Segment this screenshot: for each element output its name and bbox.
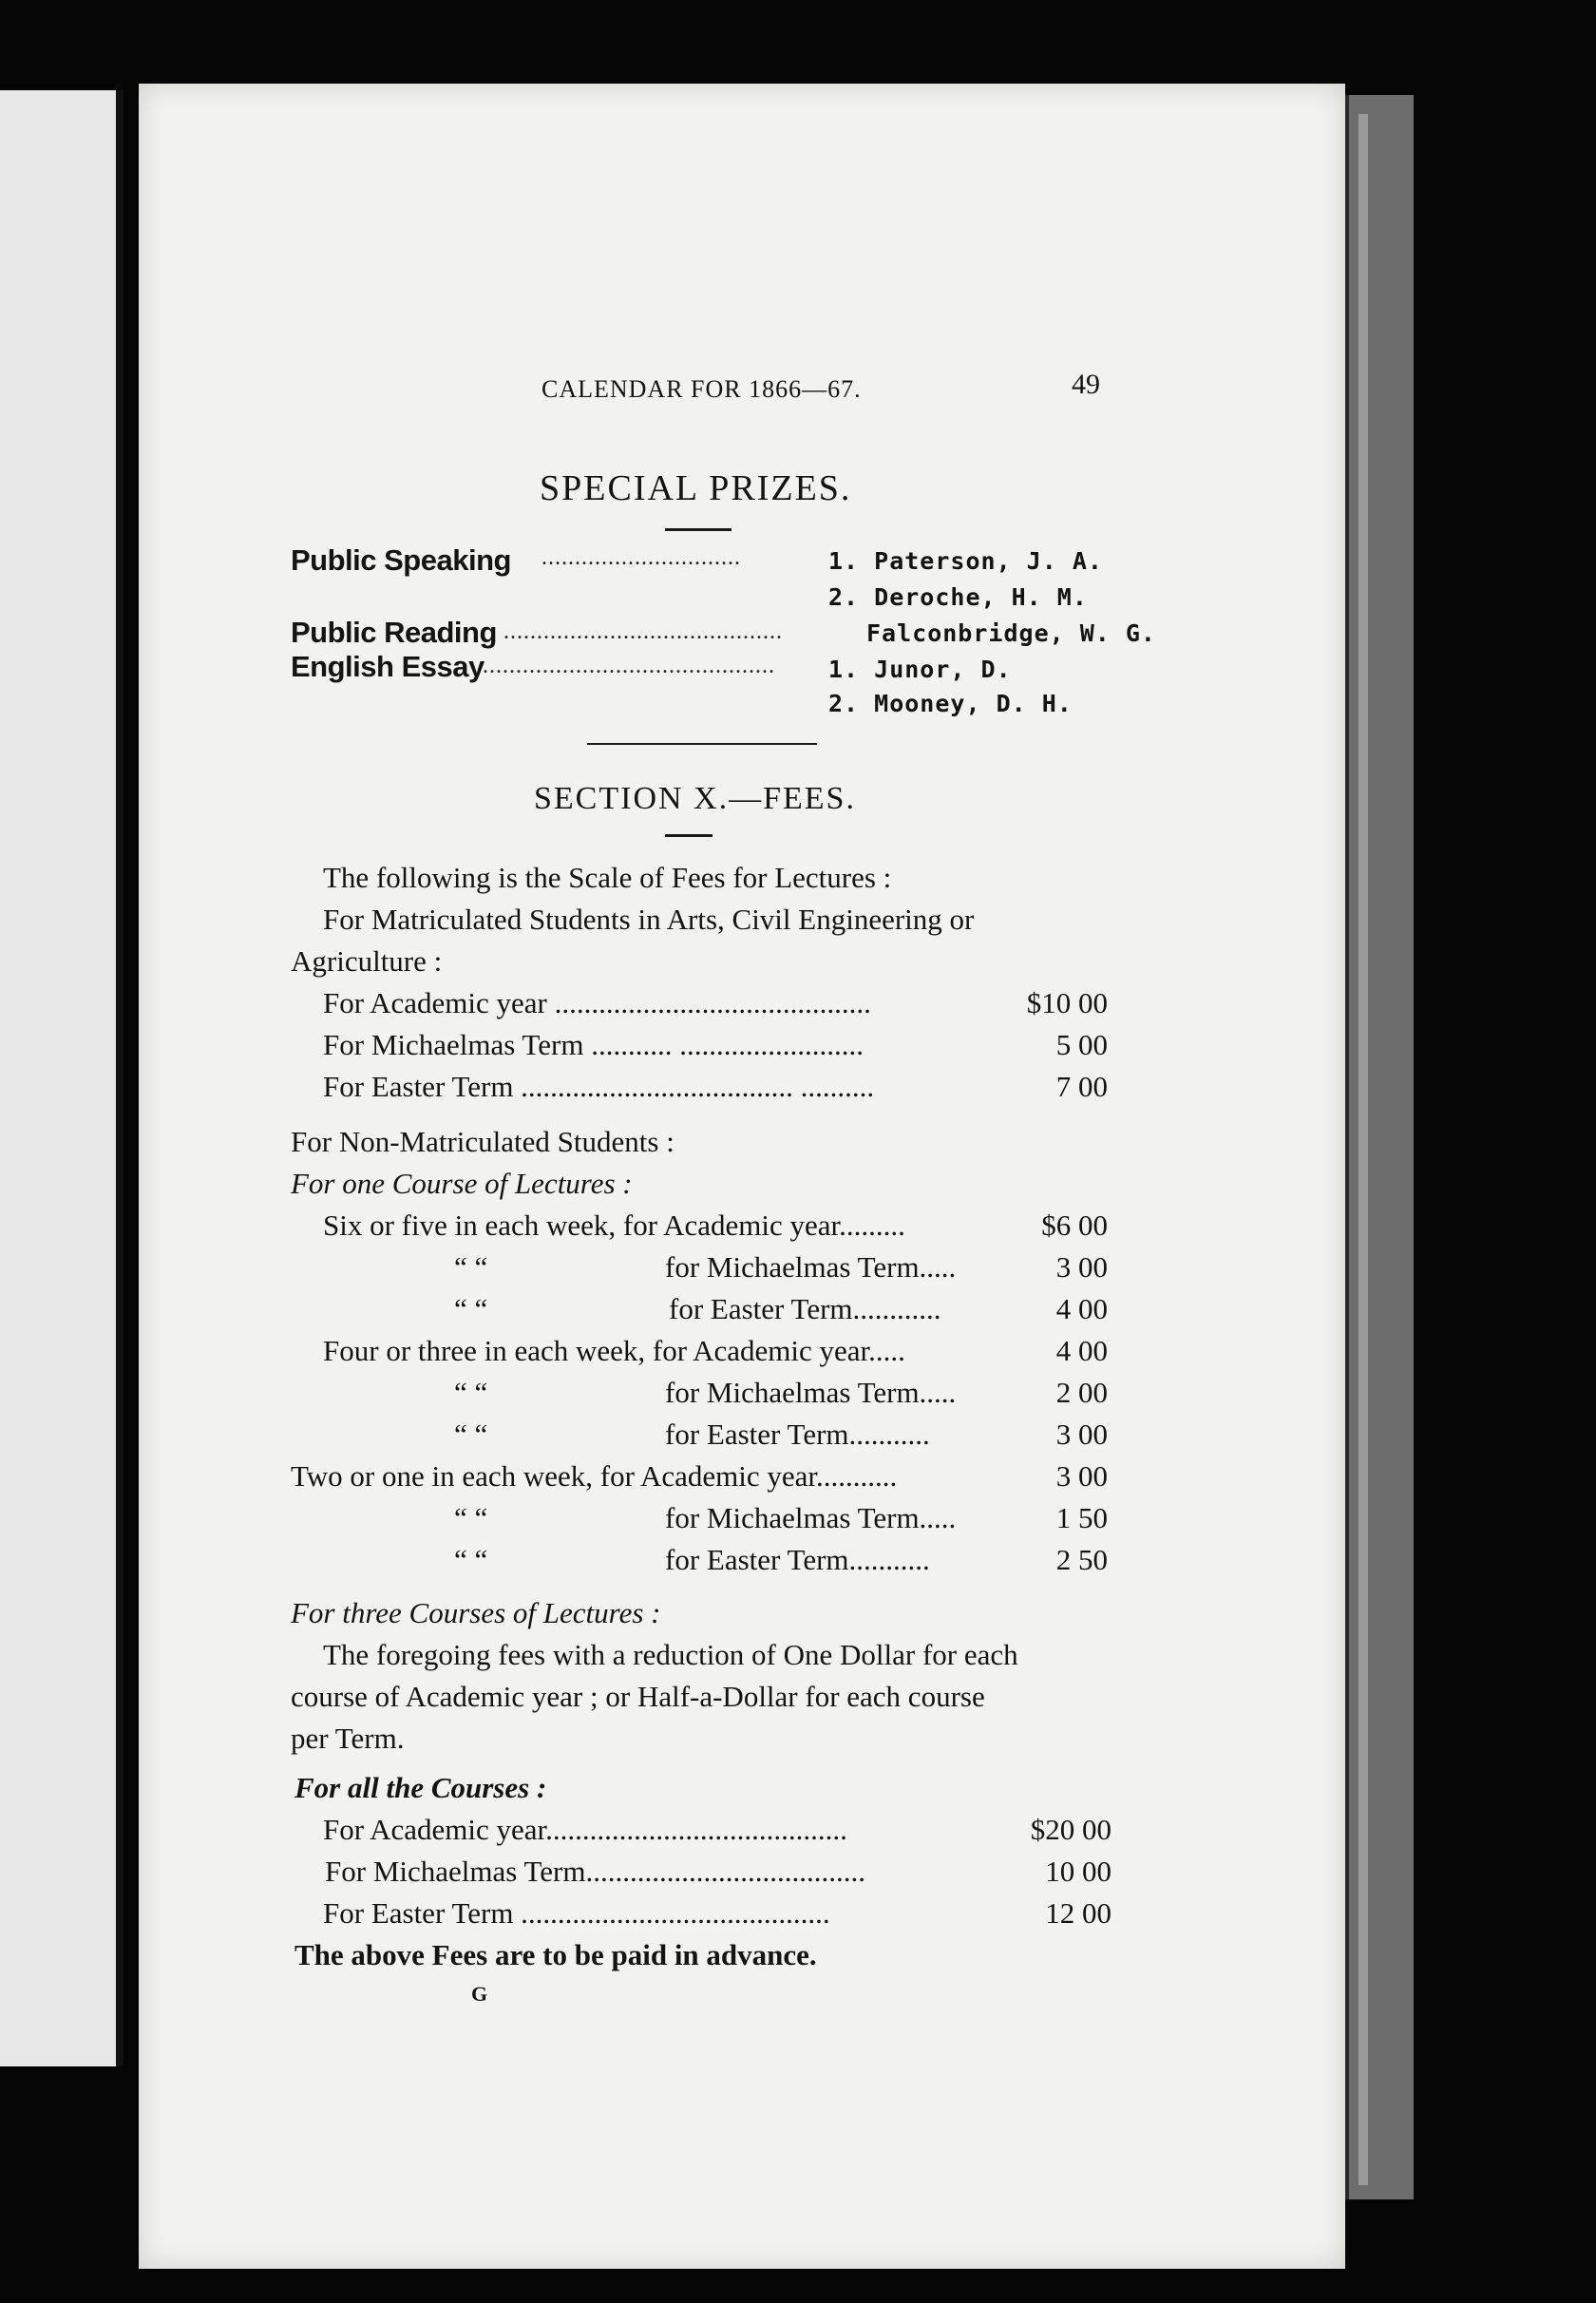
fee-amount: 3 00 (1055, 1250, 1108, 1284)
matriculated-line: Agriculture : (291, 944, 443, 978)
spine-highlight (1358, 114, 1368, 2185)
adjacent-page-edge (0, 90, 124, 2066)
fee-label: for Michaelmas Term..... (665, 1501, 957, 1534)
prize-dots: .......................................... (504, 619, 783, 644)
fee-label: For Easter Term ..................................... .......... (323, 1070, 875, 1103)
special-prizes-heading: SPECIAL PRIZES. (540, 468, 852, 508)
fee-label: For Michaelmas Term...................................... (325, 1855, 865, 1888)
prize-winner: 1. Junor, D. (828, 656, 1012, 683)
ditto-mark: “ “ (454, 1250, 488, 1284)
fee-label: For Academic year ........................................... (323, 986, 871, 1019)
prize-label-public-reading: Public Reading (291, 616, 497, 649)
footer-note: The above Fees are to be paid in advance. (294, 1938, 817, 1971)
heading-rule (665, 528, 732, 531)
fee-amount: 2 50 (1055, 1543, 1108, 1576)
three-courses-line: per Term. (291, 1722, 405, 1755)
non-matriculated-heading: For Non-Matriculated Students : (291, 1125, 674, 1158)
fee-amount: $6 00 (1041, 1209, 1108, 1242)
fee-label: for Easter Term........... (665, 1418, 930, 1451)
ditto-mark: “ “ (454, 1501, 488, 1534)
fees-intro: The following is the Scale of Fees for Lectures : (323, 861, 892, 894)
fees-heading: SECTION X.—FEES. (534, 781, 856, 816)
heading-rule (665, 834, 712, 837)
ditto-mark: “ “ (454, 1543, 488, 1576)
fee-amount: $10 00 (1026, 986, 1108, 1019)
fee-label: for Michaelmas Term..... (665, 1250, 957, 1284)
ditto-mark: “ “ (454, 1376, 488, 1409)
fee-amount: 7 00 (1055, 1070, 1108, 1103)
section-divider (587, 743, 817, 745)
fee-label: for Michaelmas Term..... (665, 1376, 957, 1409)
fee-amount: 4 00 (1055, 1334, 1108, 1367)
fee-label: For Michaelmas Term ........... ......................... (323, 1028, 864, 1061)
fee-label: Six or five in each week, for Academic year......... (323, 1209, 905, 1242)
fee-amount: 12 00 (1045, 1896, 1112, 1930)
fee-label: For Academic year......................................... (323, 1813, 847, 1846)
prize-winner: 2. Deroche, H. M. (828, 583, 1088, 611)
fee-amount: 3 00 (1055, 1418, 1108, 1451)
fee-amount: 1 50 (1055, 1501, 1108, 1534)
three-courses-line: The foregoing fees with a reduction of One Dollar for each (323, 1638, 1018, 1671)
running-header: CALENDAR FOR 1866—67. (542, 375, 862, 403)
three-courses-line: course of Academic year ; or Half-a-Dollar for each course (291, 1680, 985, 1713)
prize-label-english-essay: English Essay (291, 650, 484, 683)
fee-amount: 5 00 (1055, 1028, 1108, 1061)
fee-amount: $20 00 (1030, 1813, 1112, 1846)
fee-amount: 2 00 (1055, 1376, 1108, 1409)
page-number: 49 (1072, 369, 1100, 400)
prize-winner: Falconbridge, W. G. (866, 619, 1156, 647)
three-courses-heading: For three Courses of Lectures : (291, 1596, 661, 1629)
fee-amount: 4 00 (1055, 1292, 1108, 1325)
fee-amount: 10 00 (1045, 1855, 1112, 1888)
fee-label: Two or one in each week, for Academic year........... (291, 1459, 898, 1493)
prize-dots: .............................. (542, 545, 741, 570)
fee-label: Four or three in each week, for Academic year..... (323, 1334, 905, 1367)
prize-dots: ............................................ (483, 654, 775, 678)
prize-winner: 1. Paterson, J. A. (828, 547, 1103, 575)
matriculated-line: For Matriculated Students in Arts, Civil Engineering or (323, 903, 975, 936)
fee-label: For Easter Term .......................................... (323, 1896, 830, 1930)
prize-label-public-speaking: Public Speaking (291, 543, 511, 577)
fee-label: for Easter Term........... (665, 1543, 930, 1576)
book-spine (1345, 95, 1414, 2199)
fee-label: for Easter Term............ (669, 1292, 941, 1325)
all-courses-heading: For all the Courses : (294, 1771, 547, 1804)
signature-mark: G (471, 1982, 488, 2006)
ditto-mark: “ “ (454, 1292, 488, 1325)
one-course-heading: For one Course of Lectures : (291, 1167, 633, 1200)
ditto-mark: “ “ (454, 1418, 488, 1451)
prize-winner: 2. Mooney, D. H. (828, 690, 1073, 717)
fee-amount: 3 00 (1055, 1459, 1108, 1493)
